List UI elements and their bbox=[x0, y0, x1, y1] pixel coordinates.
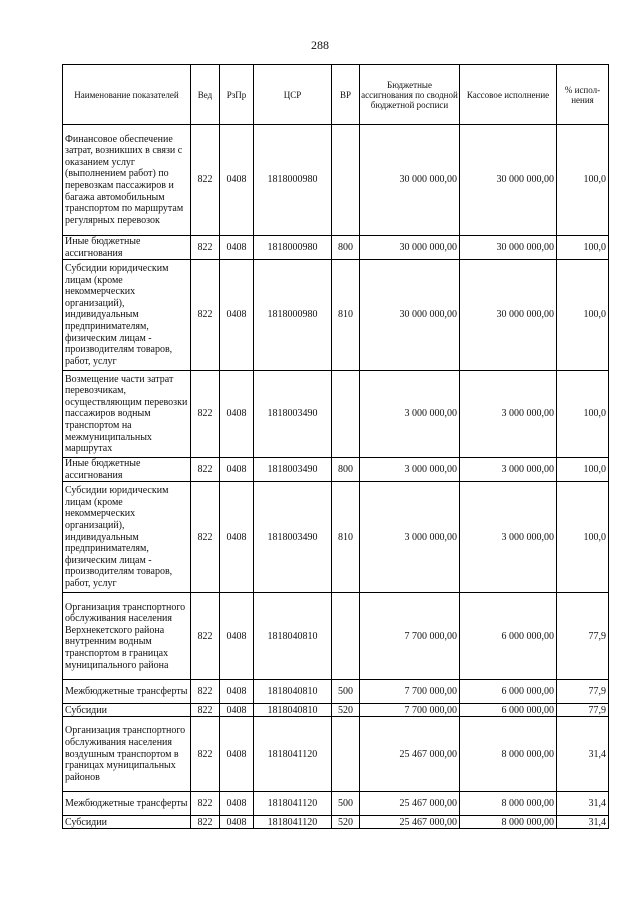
cell-ved: 822 bbox=[191, 260, 220, 371]
cell-rzpr: 0408 bbox=[220, 482, 254, 593]
cell-vr: 520 bbox=[332, 816, 360, 829]
cell-rzpr: 0408 bbox=[220, 593, 254, 680]
cell-csr: 1818000980 bbox=[254, 125, 332, 236]
cell-rzpr: 0408 bbox=[220, 236, 254, 260]
cell-ved: 822 bbox=[191, 816, 220, 829]
cell-rzpr: 0408 bbox=[220, 704, 254, 717]
header-assign: Бюджетные ассигнования по сводной бюджетной росписи bbox=[360, 65, 460, 125]
cell-cash: 8 000 000,00 bbox=[460, 816, 557, 829]
cell-assign: 30 000 000,00 bbox=[360, 125, 460, 236]
cell-ved: 822 bbox=[191, 704, 220, 717]
cell-assign: 25 467 000,00 bbox=[360, 717, 460, 792]
cell-ved: 822 bbox=[191, 680, 220, 704]
cell-rzpr: 0408 bbox=[220, 125, 254, 236]
cell-assign: 30 000 000,00 bbox=[360, 260, 460, 371]
cell-name: Финансовое обеспечение затрат, возникших в связи с оказанием услуг (выполнением работ) по перевозкам пассажиров и багажа автомобильным транспортом по маршрутам регулярных перевозок bbox=[63, 125, 191, 236]
cell-rzpr: 0408 bbox=[220, 680, 254, 704]
cell-csr: 1818003490 bbox=[254, 371, 332, 458]
cell-assign: 3 000 000,00 bbox=[360, 458, 460, 482]
cell-csr: 1818040810 bbox=[254, 704, 332, 717]
cell-ved: 822 bbox=[191, 125, 220, 236]
cell-cash: 8 000 000,00 bbox=[460, 717, 557, 792]
cell-rzpr: 0408 bbox=[220, 458, 254, 482]
cell-name: Субсидии юридическим лицам (кроме некоммерческих организаций), индивидуальным предпринимателям, физическим лицам - производителям товаров, работ, услуг bbox=[63, 482, 191, 593]
cell-rzpr: 0408 bbox=[220, 792, 254, 816]
cell-name: Организация транспортного обслуживания населения Верхнекетского района внутренним водным транспортом в границах муниципального района bbox=[63, 593, 191, 680]
cell-vr: 520 bbox=[332, 704, 360, 717]
cell-vr: 800 bbox=[332, 458, 360, 482]
cell-pct: 31,4 bbox=[557, 792, 609, 816]
header-csr: ЦСР bbox=[254, 65, 332, 125]
cell-pct: 77,9 bbox=[557, 593, 609, 680]
cell-cash: 30 000 000,00 bbox=[460, 125, 557, 236]
cell-rzpr: 0408 bbox=[220, 371, 254, 458]
page-number: 288 bbox=[311, 38, 329, 52]
cell-ved: 822 bbox=[191, 717, 220, 792]
table-row bbox=[63, 458, 609, 482]
table-row bbox=[63, 717, 609, 792]
table-row bbox=[63, 236, 609, 260]
table-row bbox=[63, 482, 609, 593]
cell-ved: 822 bbox=[191, 371, 220, 458]
table-row bbox=[63, 125, 609, 236]
table-row bbox=[63, 792, 609, 816]
table-row bbox=[63, 260, 609, 371]
cell-rzpr: 0408 bbox=[220, 260, 254, 371]
cell-cash: 8 000 000,00 bbox=[460, 792, 557, 816]
cell-ved: 822 bbox=[191, 593, 220, 680]
cell-pct: 77,9 bbox=[557, 680, 609, 704]
cell-assign: 3 000 000,00 bbox=[360, 371, 460, 458]
cell-cash: 6 000 000,00 bbox=[460, 704, 557, 717]
cell-assign: 25 467 000,00 bbox=[360, 792, 460, 816]
cell-assign: 3 000 000,00 bbox=[360, 482, 460, 593]
cell-csr: 1818003490 bbox=[254, 482, 332, 593]
cell-assign: 30 000 000,00 bbox=[360, 236, 460, 260]
cell-vr bbox=[332, 125, 360, 236]
cell-name: Иные бюджетные ассигнования bbox=[63, 236, 191, 260]
cell-vr: 500 bbox=[332, 792, 360, 816]
budget-execution-table bbox=[62, 64, 609, 829]
cell-name: Межбюджетные трансферты bbox=[63, 792, 191, 816]
table-row bbox=[63, 593, 609, 680]
cell-pct: 77,9 bbox=[557, 704, 609, 717]
cell-csr: 1818000980 bbox=[254, 236, 332, 260]
cell-vr: 810 bbox=[332, 482, 360, 593]
cell-name: Субсидии юридическим лицам (кроме некоммерческих организаций), индивидуальным предпринимателям, физическим лицам - производителям товаров, работ, услуг bbox=[63, 260, 191, 371]
cell-pct: 100,0 bbox=[557, 260, 609, 371]
cell-pct: 100,0 bbox=[557, 371, 609, 458]
cell-vr bbox=[332, 717, 360, 792]
cell-vr: 500 bbox=[332, 680, 360, 704]
cell-rzpr: 0408 bbox=[220, 717, 254, 792]
cell-pct: 100,0 bbox=[557, 236, 609, 260]
header-name: Наименование показателей bbox=[63, 65, 191, 125]
cell-cash: 30 000 000,00 bbox=[460, 236, 557, 260]
cell-name: Межбюджетные трансферты bbox=[63, 680, 191, 704]
cell-csr: 1818041120 bbox=[254, 717, 332, 792]
table-row bbox=[63, 680, 609, 704]
table-row bbox=[63, 816, 609, 829]
cell-name: Организация транспортного обслуживания населения воздушным транспортом в границах муниципальных районов bbox=[63, 717, 191, 792]
cell-cash: 3 000 000,00 bbox=[460, 458, 557, 482]
header-pct: % испол-нения bbox=[557, 65, 609, 125]
cell-pct: 100,0 bbox=[557, 482, 609, 593]
cell-csr: 1818040810 bbox=[254, 680, 332, 704]
cell-pct: 100,0 bbox=[557, 125, 609, 236]
table-row bbox=[63, 704, 609, 717]
cell-csr: 1818041120 bbox=[254, 792, 332, 816]
cell-cash: 6 000 000,00 bbox=[460, 680, 557, 704]
cell-name: Субсидии bbox=[63, 816, 191, 829]
cell-cash: 30 000 000,00 bbox=[460, 260, 557, 371]
header-rzpr: РзПр bbox=[220, 65, 254, 125]
cell-rzpr: 0408 bbox=[220, 816, 254, 829]
header-ved: Вед bbox=[191, 65, 220, 125]
cell-pct: 31,4 bbox=[557, 717, 609, 792]
cell-ved: 822 bbox=[191, 236, 220, 260]
cell-ved: 822 bbox=[191, 482, 220, 593]
cell-ved: 822 bbox=[191, 792, 220, 816]
cell-vr: 800 bbox=[332, 236, 360, 260]
header-vr: ВР bbox=[332, 65, 360, 125]
cell-cash: 6 000 000,00 bbox=[460, 593, 557, 680]
cell-assign: 7 700 000,00 bbox=[360, 593, 460, 680]
cell-name: Субсидии bbox=[63, 704, 191, 717]
cell-cash: 3 000 000,00 bbox=[460, 371, 557, 458]
cell-pct: 100,0 bbox=[557, 458, 609, 482]
cell-vr bbox=[332, 593, 360, 680]
cell-csr: 1818041120 bbox=[254, 816, 332, 829]
table-row bbox=[63, 371, 609, 458]
cell-ved: 822 bbox=[191, 458, 220, 482]
cell-assign: 25 467 000,00 bbox=[360, 816, 460, 829]
header-cash: Кассовое исполнение bbox=[460, 65, 557, 125]
cell-vr bbox=[332, 371, 360, 458]
cell-name: Возмещение части затрат перевозчикам, осуществляющим перевозки пассажиров водным транспортом на межмуниципальных маршрутах bbox=[63, 371, 191, 458]
table-header-row bbox=[63, 65, 609, 125]
cell-vr: 810 bbox=[332, 260, 360, 371]
cell-csr: 1818003490 bbox=[254, 458, 332, 482]
cell-assign: 7 700 000,00 bbox=[360, 680, 460, 704]
cell-name: Иные бюджетные ассигнования bbox=[63, 458, 191, 482]
cell-csr: 1818040810 bbox=[254, 593, 332, 680]
cell-pct: 31,4 bbox=[557, 816, 609, 829]
cell-cash: 3 000 000,00 bbox=[460, 482, 557, 593]
cell-csr: 1818000980 bbox=[254, 260, 332, 371]
cell-assign: 7 700 000,00 bbox=[360, 704, 460, 717]
